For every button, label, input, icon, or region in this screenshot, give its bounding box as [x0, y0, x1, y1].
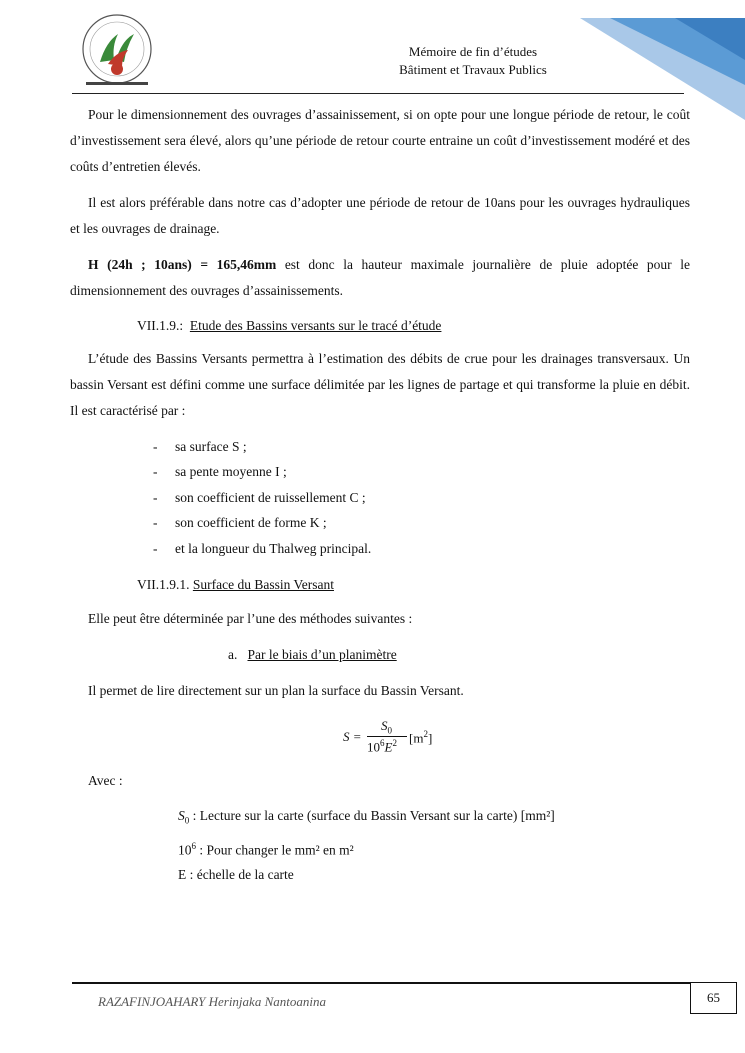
def-10-text: : Pour changer le mm² en m² — [196, 842, 354, 858]
formula-unit-exp: 2 — [423, 729, 428, 739]
list-item: - et la longueur du Thalweg principal. — [153, 541, 372, 556]
formula-unit: [m — [409, 730, 424, 746]
paragraph-3-text: est donc la hauteur maximale journalière de pluie adoptée pour le dimensionnement des ouvrages d’assainissements. — [70, 257, 690, 298]
subsection-number: VII.1.9.1. — [137, 577, 190, 592]
list-item: - sa pente moyenne I ; — [153, 464, 287, 479]
institution-logo — [78, 12, 156, 90]
method-letter: a. — [228, 647, 238, 662]
subsection-heading — [137, 577, 334, 593]
definition-10-6 — [178, 841, 354, 859]
def-s0-text: : Lecture sur la carte (surface du Bassin Versant sur la carte) [mm²] — [189, 808, 555, 823]
header-title-line1: Mémoire de fin d’études — [408, 44, 538, 59]
avec-text: Avec : — [88, 773, 123, 788]
list-item-text: et la longueur du Thalweg principal. — [175, 541, 372, 556]
section-heading — [137, 318, 441, 334]
footer-author: RAZAFINJOAHARY Herinjaka Nantoanina — [98, 994, 326, 1009]
list-item: - sa surface S ; — [153, 439, 247, 454]
definition-e — [178, 867, 294, 883]
paragraph-6-text: Il permet de lire directement sur un plan la surface du Bassin Versant. — [88, 683, 464, 698]
avec-label — [70, 768, 690, 794]
def-e-text: E : échelle de la carte — [178, 867, 294, 882]
paragraph-1-text: Pour le dimensionnement des ouvrages d’assainissement, si on opte pour une longue période de retour, le coût d’investissement sera élevé, alors qu’une période de retour courte entraine un coût d’investissement modéré et des coûts d’entretien élevés. — [70, 107, 690, 174]
def-10-symbol: 10 — [178, 842, 192, 858]
list-item-text: son coefficient de forme K ; — [175, 515, 327, 530]
surface-formula — [343, 720, 453, 760]
paragraph-2-text: Il est alors préférable dans notre cas d’adopter une période de retour de 10ans pour les ouvrages hydrauliques et les ouvrages de drainage. — [70, 195, 690, 236]
formula-denominator-var: E — [384, 739, 393, 755]
paragraph-2 — [70, 190, 690, 242]
formula-denominator-exp: 6 — [380, 738, 385, 748]
paragraph-4-text: L’étude des Bassins Versants permettra à l’estimation des débits de crue pour les drainages transversaux. Un bassin Versant est défini comme une surface délimitée par les lignes de partage et qui transforme la pluie en débit. Il est caractérisé par : — [70, 351, 690, 418]
formula-numerator-sub: 0 — [387, 725, 392, 736]
header-title-line2: Bâtiment et Travaux Publics — [399, 62, 547, 77]
paragraph-6 — [70, 678, 690, 704]
paragraph-5 — [70, 606, 690, 632]
formula-numerator: S — [381, 718, 388, 733]
definition-s0 — [178, 808, 555, 826]
list-item-text: sa pente moyenne I ; — [175, 464, 287, 479]
section-number: VII.1.9.: — [137, 318, 184, 333]
footer-divider — [72, 982, 690, 984]
list-item-text: sa surface S ; — [175, 439, 247, 454]
formula-denominator: 10 — [367, 739, 380, 755]
def-10-exp: 6 — [191, 841, 196, 851]
paragraph-5-text: Elle peut être déterminée par l’une des méthodes suivantes : — [88, 611, 413, 626]
method-heading — [228, 647, 397, 663]
list-item: - son coefficient de forme K ; — [153, 515, 327, 530]
page-number: 65 — [690, 982, 737, 1014]
formula-lhs: S = — [343, 729, 362, 744]
formula-unit-end: ] — [427, 730, 433, 746]
list-item-text: son coefficient de ruissellement C ; — [175, 490, 366, 505]
paragraph-1 — [70, 102, 690, 180]
method-title: Par le biais d’un planimètre — [247, 647, 397, 662]
def-s0-sub: 0 — [184, 815, 190, 826]
fraction-bar — [367, 736, 407, 737]
def-s0-symbol: S — [178, 808, 185, 823]
formula-denominator-var-exp: 2 — [392, 738, 397, 748]
paragraph-4 — [70, 346, 690, 424]
section-title: Etude des Bassins versants sur le tracé d’étude — [189, 318, 442, 333]
rainfall-height-value: H (24h ; 10ans) = 165,46mm — [88, 257, 277, 272]
header-divider — [72, 93, 684, 94]
list-item: - son coefficient de ruissellement C ; — [153, 490, 366, 505]
subsection-title: Surface du Bassin Versant — [192, 577, 334, 592]
paragraph-3 — [70, 252, 690, 304]
